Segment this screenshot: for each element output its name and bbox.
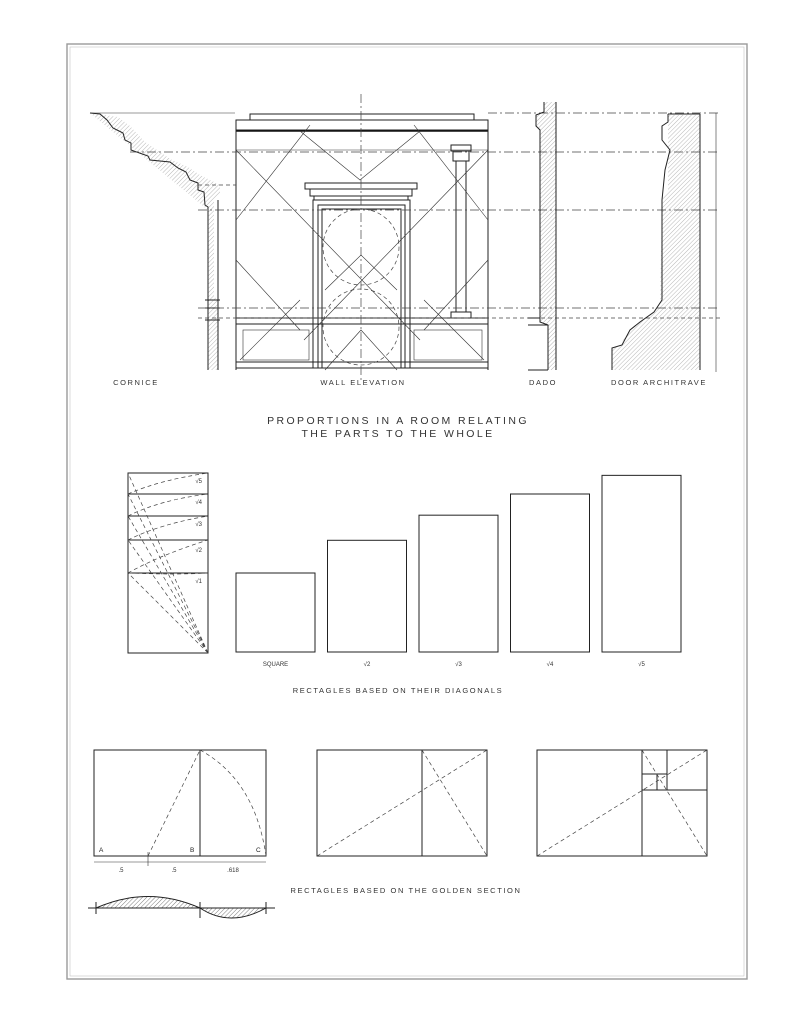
- proportions-title-line2: THE PARTS TO THE WHOLE: [301, 428, 495, 440]
- root-rect-4: [602, 475, 681, 652]
- mark-root5: √5: [195, 479, 202, 485]
- label-cornice: CORNICE: [113, 378, 159, 387]
- root-rectangles-caption: RECTAGLES BASED ON THEIR DIAGONALS: [292, 686, 504, 695]
- sheet-frame: [67, 44, 747, 979]
- dado-section: [528, 102, 556, 370]
- dim-half-2: .5: [171, 868, 177, 874]
- point-c: C: [256, 847, 261, 854]
- golden-section-caption: RECTAGLES BASED ON THE GOLDEN SECTION: [290, 886, 522, 895]
- mark-root1: √1: [195, 579, 202, 585]
- mark-root2: √2: [195, 548, 202, 554]
- architrave-section: [612, 114, 700, 370]
- root-rectangles: [236, 475, 681, 668]
- dim-half-1: .5: [118, 868, 124, 874]
- root-rect-label-3: √4: [546, 662, 554, 668]
- golden-construction: [94, 750, 266, 866]
- proportions-title-line1: PROPORTIONS IN A ROOM RELATING: [267, 415, 529, 427]
- mark-root3: √3: [195, 522, 202, 528]
- root-rect-label-2: √3: [455, 662, 462, 668]
- root-rect-2: [419, 515, 498, 652]
- golden-rectangle-2: [317, 750, 487, 856]
- label-wall-elevation: WALL ELEVATION: [320, 378, 406, 387]
- root-rect-1: [328, 540, 407, 652]
- label-dado: DADO: [528, 378, 558, 387]
- root-rect-label-1: √2: [363, 662, 371, 668]
- label-door-architrave: DOOR ARCHITRAVE: [611, 378, 707, 387]
- root-rect-label-4: √5: [638, 662, 645, 668]
- wall-elevation: [236, 94, 488, 380]
- curve-profile: [88, 897, 275, 919]
- root-rect-3: [511, 494, 590, 652]
- mark-root4: √4: [195, 500, 202, 506]
- cornice-section: [90, 113, 235, 370]
- golden-spiral-rectangle: [537, 750, 707, 856]
- root-rect-label-0: SQUARE: [262, 662, 289, 668]
- point-a: A: [99, 847, 104, 854]
- root-rect-0: [236, 573, 315, 652]
- point-b: B: [190, 847, 195, 854]
- dim-618: .618: [227, 868, 239, 874]
